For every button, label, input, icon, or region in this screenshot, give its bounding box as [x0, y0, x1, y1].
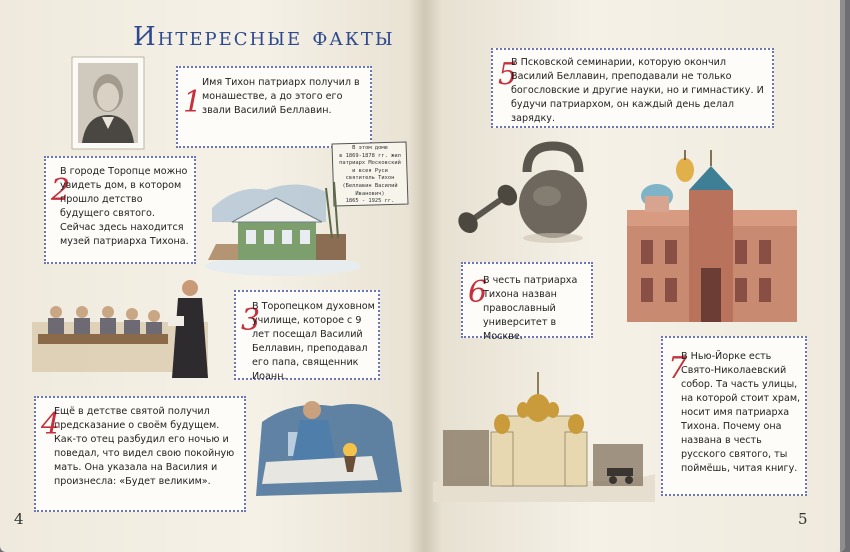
fact-box-1: [176, 66, 372, 148]
fact-text: В Псковской семинарии, которую окончил Василий Беллавин, преподавали не только богословские и другие науки, но и гимнастику. И будучи патриархом, он каждый день делал зарядку.: [511, 57, 764, 124]
fact-box-6: [461, 262, 593, 342]
fact-text: В Нью-Йорке есть Свято-Николаевский собор. Та часть улицы, на которой стоит храм, носит имя патриарха Тихона. Почему она названа в честь русского святого, ты поймёшь, читая книгу.: [681, 351, 801, 474]
fact-box-3: [234, 290, 380, 380]
page-number-left: 4: [14, 510, 24, 528]
house-illustration: [208, 178, 358, 273]
fact-box-7: [661, 336, 807, 496]
fact-number: 2: [51, 173, 71, 208]
fact-text: Ещё в детстве святой получил предсказание о своём будущем. Как-то отец разбудил его ночью и поведал, что видел свою покойную мать. Она указала на Василия и произнесла: «Будет великим».: [54, 406, 235, 487]
book-edge: [840, 0, 845, 552]
fact-number: 6: [468, 275, 488, 310]
fact-text: Имя Тихон патриарх получил в монашестве, а до этого его звали Василий Беллавин.: [202, 77, 360, 116]
right-page: [425, 0, 845, 552]
kettlebell-illustration: [455, 142, 595, 247]
fact-number: 4: [41, 407, 61, 442]
fact-text: В честь патриарха Тихона назван православный университет в Москве.: [483, 275, 578, 342]
night-scene-illustration: [252, 392, 402, 502]
page-number-right: 5: [798, 510, 808, 528]
fact-text: В городе Торопце можно увидеть дом, в котором прошло детство будущего святого. Сейчас здесь находится музей патриарха Тихона.: [60, 166, 189, 247]
fact-number: 5: [498, 57, 518, 92]
memorial-plaque-text: В этом доме в 1869-1878 гг. жил патриарх Московский и всея Руси святитель Тихон (Беллавин Василий Иванович) 1865 - 1925 гг.: [339, 145, 401, 205]
page-title: Интересные факты: [133, 22, 395, 52]
fact-box-4: [34, 396, 246, 512]
cathedral-illustration: [433, 352, 655, 502]
fact-box-2: [44, 156, 196, 264]
portrait-photo: [72, 57, 144, 149]
fact-number: 1: [183, 85, 203, 120]
fact-number: 7: [668, 351, 688, 386]
fact-text: В Торопецком духовном училище, которое с 9 лет посещал Василий Беллавин, преподавал его папа, священник Иоанн.: [252, 301, 375, 382]
fact-number: 3: [241, 303, 261, 338]
fact-box-5: [491, 48, 774, 128]
church-illustration: [617, 150, 807, 325]
classroom-illustration: [32, 270, 218, 380]
